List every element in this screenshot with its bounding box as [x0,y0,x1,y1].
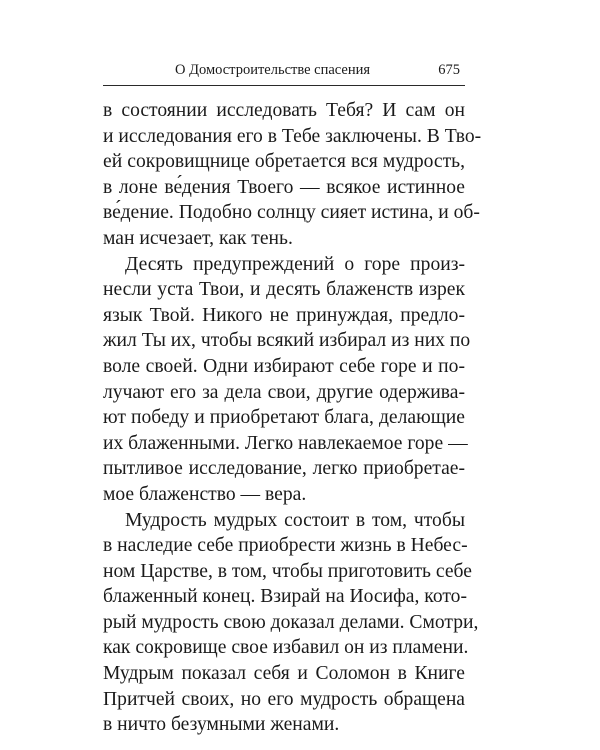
text-line: ют победу и приобретают блага, делающие [103,407,465,429]
paragraph-1 [103,98,482,252]
text-line: Мудрым показал себя и Соломон в Книге [103,663,465,685]
text-line: лучают его за дела свои, другие одержива- [103,381,465,403]
body-text [103,98,482,738]
text-line: ман исчезает, как тень. [103,227,293,249]
paragraph-3 [103,508,479,738]
text-line: в наследие себе приобрести жизнь в Небес- [103,535,468,557]
running-head [103,58,465,82]
running-title: О Домостроительстве спасения [175,62,371,78]
text-line: в ничто безумными женами. [103,714,340,736]
paragraph-2 [103,252,471,508]
text-line: и исследования его в Тебе заключены. В Тво- [103,125,482,147]
text-line: ном Царстве, в том, чтобы приготовить себе [103,560,472,582]
text-line: воле своей. Одни избирают себе горе и по- [103,355,465,377]
text-line: в состоянии исследовать Тебя? И сам он [103,100,465,121]
text-line: как сокровище свое избавил он из пламени. [103,637,469,659]
text-line: Мудрость мудрых состоит в том, чтобы [125,509,465,531]
text-line: жил Ты их, чтобы всякий избирал из них по [103,330,471,352]
text-line: в лоне ве́дения Твоего — всякое истинное [103,176,465,198]
text-line: рый мудрость свою доказал делами. Смотри, [103,611,479,633]
text-line: их блаженными. Легко навлекаемое горе — [103,432,468,454]
text-line: ве́дение. Подобно солнцу сияет истина, и об- [103,202,480,224]
text-line: мое блаженство — вера. [103,483,307,505]
page-number: 675 [438,62,460,78]
header-rule [103,85,465,86]
text-line: ей сокровищнице обретается вся мудрость, [103,151,465,173]
text-line: блаженный конец. Взирай на Иосифа, кото- [103,586,467,608]
text-line: пытливое исследование, легко приобретае- [103,458,465,480]
text-line: язык Твой. Никого не принуждая, предло- [103,304,465,326]
text-line: несли уста Твои, и десять блаженств изрек [103,279,465,301]
text-line: Притчей своих, но его мудрость обращена [103,688,465,710]
text-line: Десять предупреждений о горе произ- [125,253,465,275]
